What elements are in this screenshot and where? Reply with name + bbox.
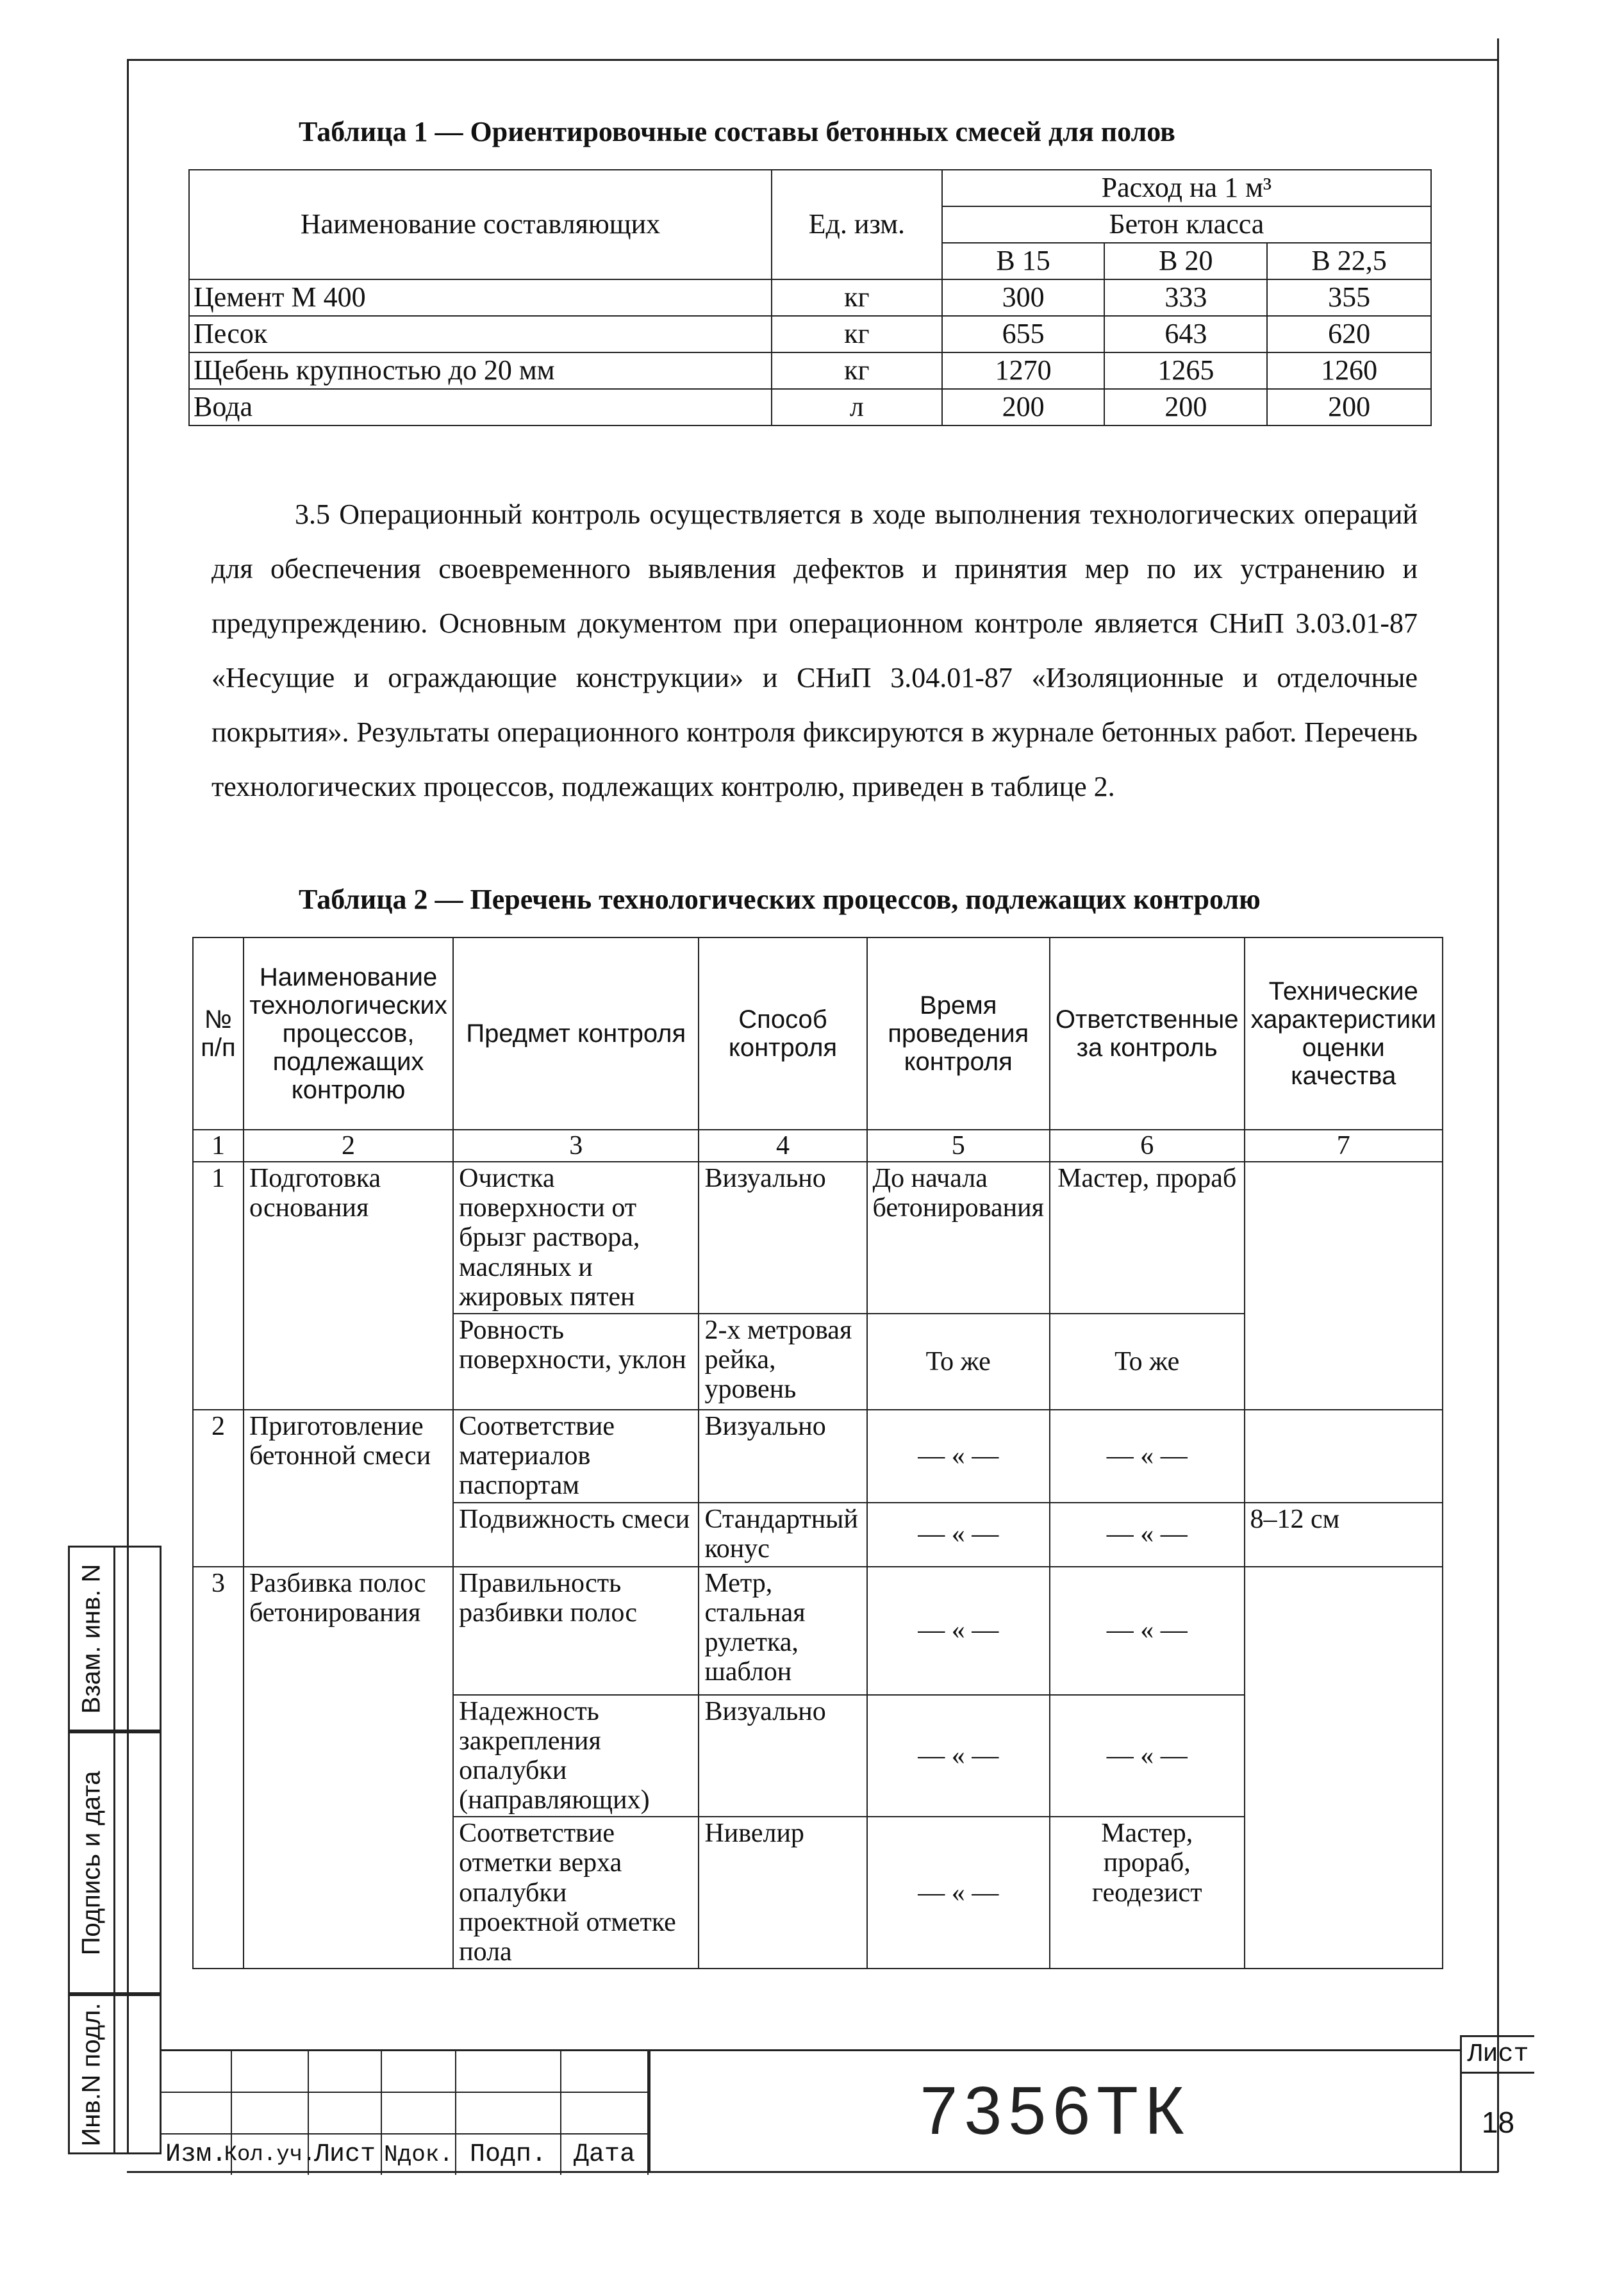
- table1-cell-value: 1260: [1267, 352, 1431, 389]
- table1-cell-value: 300: [942, 279, 1105, 316]
- table2-cell-method: Визуально: [699, 1162, 866, 1314]
- side-stamp-blank-2: [115, 1731, 162, 1994]
- table1-cell-unit: кг: [772, 279, 942, 316]
- table1-header-unit: Ед. изм.: [772, 170, 942, 279]
- side-stamp-blank-3: [115, 1994, 162, 2154]
- table2-cell-process: Разбивка полос бетонирования: [244, 1567, 453, 1969]
- table1-header-class: Бетон класса: [942, 206, 1431, 243]
- table2-cell-process: Подготовка основания: [244, 1162, 453, 1410]
- table1-cell-value: 200: [1104, 389, 1267, 425]
- table1-cell-unit: кг: [772, 352, 942, 389]
- table1: [188, 169, 1432, 426]
- table2-header-cell: Технические характеристики оценки качества: [1245, 937, 1443, 1130]
- table2-cell-subject: Очистка поверхности от брызг раствора, масляных и жировых пятен: [453, 1162, 699, 1314]
- table2-header-cell: Наименование технологических процессов, подлежащих контролю: [244, 937, 453, 1130]
- table2-cell-responsible: Мастер, прораб, геодезист: [1050, 1817, 1245, 1969]
- table1-cell-value: 200: [1267, 389, 1431, 425]
- sheet-number: 18: [1460, 2074, 1534, 2171]
- table2-cell-specs: [1245, 1162, 1443, 1410]
- table2-title: Таблица 2 — Перечень технологических процессов, подлежащих контролю: [299, 884, 1261, 915]
- table2-cell-process: Приготовление бетонной смеси: [244, 1410, 453, 1567]
- table2-col-number: 7: [1245, 1130, 1443, 1162]
- body-paragraph: 3.5 Операционный контроль осуществляется в ходе выполнения технологических операций для обеспечения своевременного выявления дефектов и принятия мер по их устранению и предупреждению. Основным документом при операционном контроле является СНиП 3.03.01-87 «Несущие и ограждающие конструкции» и СНиП 3.04.01-87 «Изоляционные и отделочные покрытия». Результаты операционного контроля фиксируются в журнале бетонных работ. Перечень технологических процессов, подлежащих контролю, приведен в таблице 2.: [211, 499, 1418, 802]
- table2-cell-subject: Соответствие отметки верха опалубки проектной отметке пола: [453, 1817, 699, 1969]
- table2-cell-num: 1: [193, 1162, 244, 1410]
- table2-cell-method: Стандартный конус: [699, 1503, 866, 1567]
- table2-header-cell: Способ контроля: [699, 937, 866, 1130]
- table1-cell-value: 1270: [942, 352, 1105, 389]
- side-stamp-sign-date-label: Подпись и дата: [77, 1771, 106, 1955]
- table2-cell-num: 3: [193, 1567, 244, 1969]
- table2-cell-responsible: Мастер, прораб: [1050, 1162, 1245, 1314]
- table2-cell-time: — « —: [867, 1817, 1050, 1969]
- table2-cell-method: 2-х метровая рейка, уровень: [699, 1314, 866, 1410]
- side-stamp-blank-1: [115, 1546, 162, 1731]
- side-stamp-inv-orig: [68, 1994, 115, 2154]
- table2-cell-specs: [1245, 1410, 1443, 1503]
- table2-cell-responsible: — « —: [1050, 1410, 1245, 1503]
- sheet-label: Лист: [1460, 2035, 1534, 2074]
- table1-cell-name: Песок: [189, 316, 772, 352]
- table2-col-number: 3: [453, 1130, 699, 1162]
- table2-col-number: 4: [699, 1130, 866, 1162]
- table2-cell-time: — « —: [867, 1410, 1050, 1503]
- table1-class-cell: В 20: [1104, 243, 1267, 279]
- table1-cell-value: 333: [1104, 279, 1267, 316]
- table1-cell-value: 620: [1267, 316, 1431, 352]
- table2-header-cell: Ответственные за контроль: [1050, 937, 1245, 1130]
- table1-cell-value: 643: [1104, 316, 1267, 352]
- document-code: 7356ТК: [920, 2073, 1191, 2149]
- table2-cell-time: — « —: [867, 1567, 1050, 1695]
- table2-cell-subject: Правильность разбивки полос: [453, 1567, 699, 1695]
- table2-header-cell: Предмет контроля: [453, 937, 699, 1130]
- table2-col-number: 1: [193, 1130, 244, 1162]
- table2-col-number: 2: [244, 1130, 453, 1162]
- table2-cell-specs: [1245, 1567, 1443, 1969]
- table1-class-cell: В 15: [942, 243, 1105, 279]
- title-block-label: Подп.: [456, 2135, 561, 2175]
- title-block-grid: [162, 2049, 649, 2173]
- table1-cell-value: 655: [942, 316, 1105, 352]
- table1-header-consumption: Расход на 1 м³: [942, 170, 1431, 206]
- table2-header-cell: № п/п: [193, 937, 244, 1130]
- table2-cell-method: Метр, стальная рулетка, шаблон: [699, 1567, 866, 1695]
- table2-column-numbers-row: [193, 1130, 1443, 1162]
- table2-cell-time: То же: [867, 1314, 1050, 1410]
- table2-header-row: [193, 937, 1443, 1130]
- title-block-label: Дата: [561, 2135, 649, 2175]
- table1-cell-value: 1265: [1104, 352, 1267, 389]
- table2-cell-time: — « —: [867, 1695, 1050, 1817]
- table2-cell-subject: Ровность поверхности, уклон: [453, 1314, 699, 1410]
- title-block-label: Изм.: [162, 2135, 232, 2175]
- frame-top-line: [127, 59, 1498, 61]
- table2-col-number: 5: [867, 1130, 1050, 1162]
- table2-cell-method: Нивелир: [699, 1817, 866, 1969]
- table1-header-name: Наименование составляющих: [189, 170, 772, 279]
- table2-cell-responsible: — « —: [1050, 1695, 1245, 1817]
- table1-cell-value: 355: [1267, 279, 1431, 316]
- table2-cell-method: Визуально: [699, 1410, 866, 1503]
- table-row: [193, 1162, 1443, 1314]
- table-row: [193, 1567, 1443, 1695]
- table2-cell-subject: Надежность закрепления опалубки (направляющих): [453, 1695, 699, 1817]
- body-paragraph-block: [211, 487, 1418, 814]
- side-stamp-inv-orig-label: Инв.N подл.: [77, 2002, 106, 2147]
- table2-cell-time: До начала бетонирования: [867, 1162, 1050, 1314]
- table2-cell-responsible: — « —: [1050, 1567, 1245, 1695]
- title-block-label: Nдок.: [382, 2135, 456, 2175]
- title-block-label: Кол.уч.: [232, 2135, 309, 2175]
- side-stamp-replace-inv-label: Взам. инв. N: [77, 1564, 106, 1714]
- title-block-row: [162, 2093, 649, 2135]
- table1-cell-name: Цемент М 400: [189, 279, 772, 316]
- frame-right-line: [1497, 38, 1499, 2172]
- table2-cell-specs: 8–12 см: [1245, 1503, 1443, 1567]
- table2-cell-responsible: — « —: [1050, 1503, 1245, 1567]
- table-row: [189, 316, 1431, 352]
- table2-header-cell: Время проведения контроля: [867, 937, 1050, 1130]
- table-row: [193, 1410, 1443, 1503]
- table2-cell-responsible: То же: [1050, 1314, 1245, 1410]
- table1-header-row: [189, 170, 1431, 206]
- table1-cell-name: Щебень крупностью до 20 мм: [189, 352, 772, 389]
- table2-col-number: 6: [1050, 1130, 1245, 1162]
- table2-cell-subject: Подвижность смеси: [453, 1503, 699, 1567]
- table1-cell-unit: кг: [772, 316, 942, 352]
- table-row: [189, 352, 1431, 389]
- side-stamp-sign-date: [68, 1731, 115, 1994]
- title-block-labels-row: [162, 2135, 649, 2175]
- table1-cell-unit: л: [772, 389, 942, 425]
- side-stamp-replace-inv: [68, 1546, 115, 1731]
- title-block-row: [162, 2051, 649, 2093]
- table2-cell-method: Визуально: [699, 1695, 866, 1817]
- title-block-label: Лист: [309, 2135, 382, 2175]
- table2-cell-subject: Соответствие материалов паспортам: [453, 1410, 699, 1503]
- title-block-main: [649, 2049, 1460, 2171]
- table1-cell-name: Вода: [189, 389, 772, 425]
- table1-cell-value: 200: [942, 389, 1105, 425]
- table-row: [189, 389, 1431, 425]
- table2-cell-num: 2: [193, 1410, 244, 1567]
- table2-cell-time: — « —: [867, 1503, 1050, 1567]
- table1-class-cell: В 22,5: [1267, 243, 1431, 279]
- table2: [192, 937, 1443, 1969]
- table-row: [189, 279, 1431, 316]
- table1-title: Таблица 1 — Ориентировочные составы бетонных смесей для полов: [299, 116, 1175, 147]
